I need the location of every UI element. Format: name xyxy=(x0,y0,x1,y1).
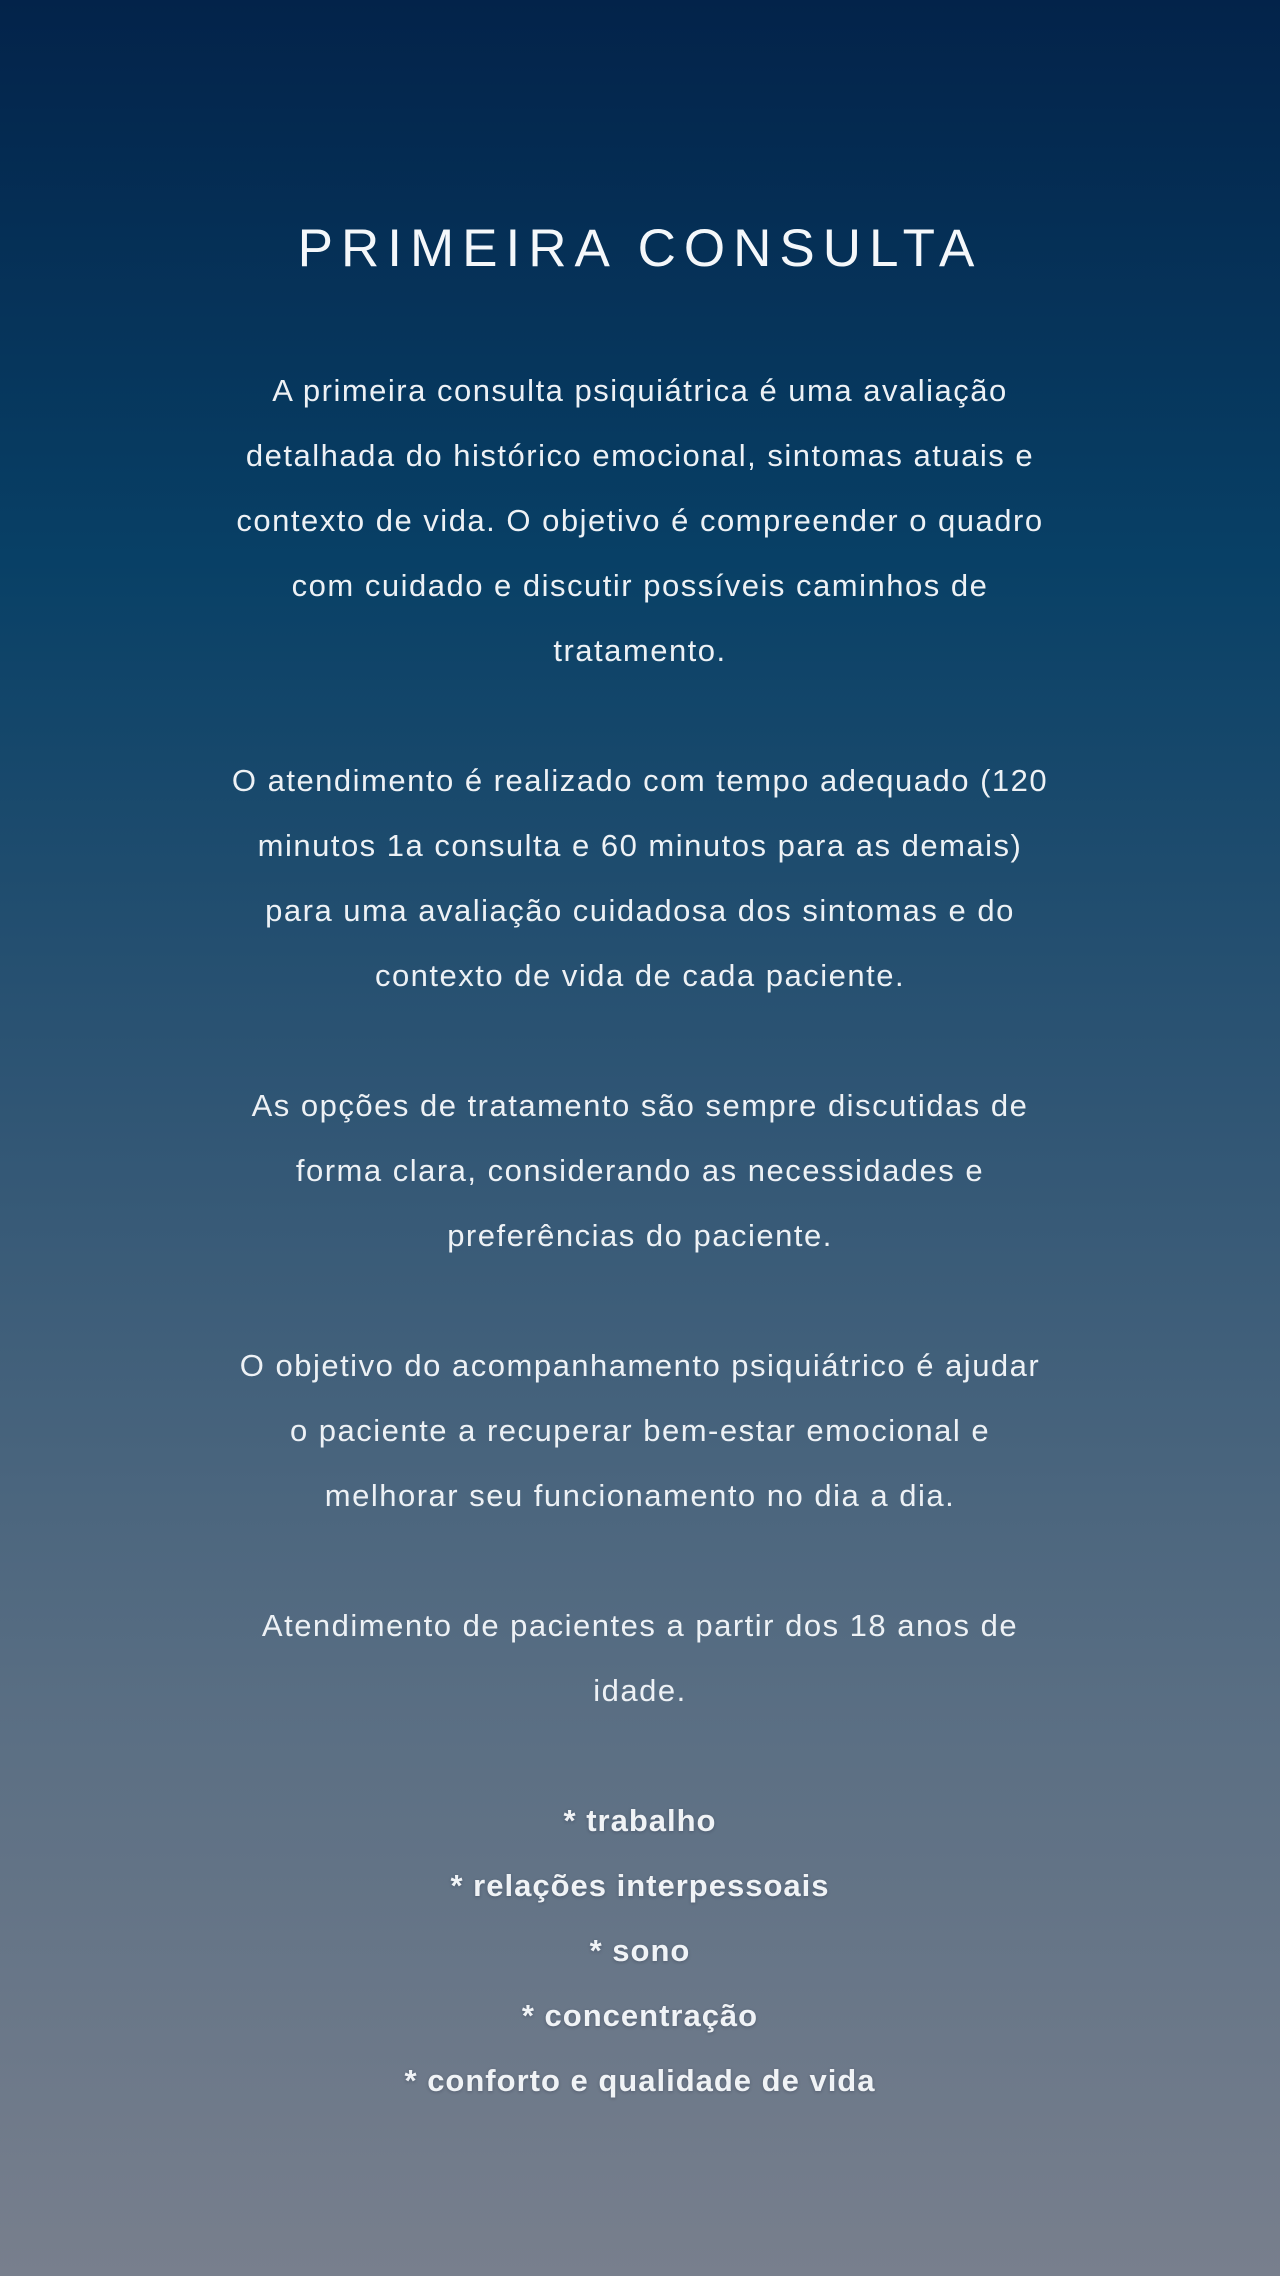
paragraph-line: O atendimento é realizado com tempo adequado (120 xyxy=(231,763,1049,798)
paragraph-line: forma clara, considerando as necessidades e xyxy=(295,1153,985,1188)
paragraph-goal xyxy=(0,1333,1280,1528)
paragraph-line: contexto de vida. O objetivo é compreender o quadro xyxy=(236,503,1044,538)
paragraph-treatment-options xyxy=(0,1073,1280,1268)
paragraph-line: tratamento. xyxy=(553,633,727,668)
paragraph-minimum-age xyxy=(0,1593,1280,1723)
paragraph-first-consultation xyxy=(0,358,1280,683)
paragraph-line: para uma avaliação cuidadosa dos sintomas e do xyxy=(265,893,1015,928)
paragraph-line: O objetivo do acompanhamento psiquiátrico é ajudar xyxy=(239,1348,1041,1383)
paragraph-line: idade. xyxy=(593,1673,687,1708)
paragraph-line: minutos 1a consulta e 60 minutos para as demais) xyxy=(257,828,1023,863)
paragraph-line: contexto de vida de cada paciente. xyxy=(374,958,906,993)
focus-list-item-quality-of-life: * conforto e qualidade de vida xyxy=(404,2063,876,2098)
paragraph-line: melhorar seu funcionamento no dia a dia. xyxy=(324,1478,956,1513)
paragraph-line: Atendimento de pacientes a partir dos 18 anos de xyxy=(261,1608,1019,1643)
focus-list-item-relationships: * relações interpessoais xyxy=(450,1868,830,1903)
paragraph-session-duration xyxy=(0,748,1280,1008)
focus-areas-list xyxy=(0,1788,1280,2113)
paragraph-line: As opções de tratamento são sempre discutidas de xyxy=(251,1088,1029,1123)
paragraph-line: A primeira consulta psiquiátrica é uma avaliação xyxy=(272,373,1008,408)
paragraph-line: com cuidado e discutir possíveis caminhos de xyxy=(291,568,989,603)
section-title: PRIMEIRA CONSULTA xyxy=(297,219,983,278)
paragraph-line: preferências do paciente. xyxy=(447,1218,833,1253)
focus-list-item-concentration: * concentração xyxy=(521,1998,759,2033)
paragraph-line: o paciente a recuperar bem-estar emocional e xyxy=(289,1413,991,1448)
paragraph-line: detalhada do histórico emocional, sintomas atuais e xyxy=(245,438,1035,473)
focus-list-item-sleep: * sono xyxy=(589,1933,691,1968)
focus-list-item-work: * trabalho xyxy=(563,1803,717,1838)
